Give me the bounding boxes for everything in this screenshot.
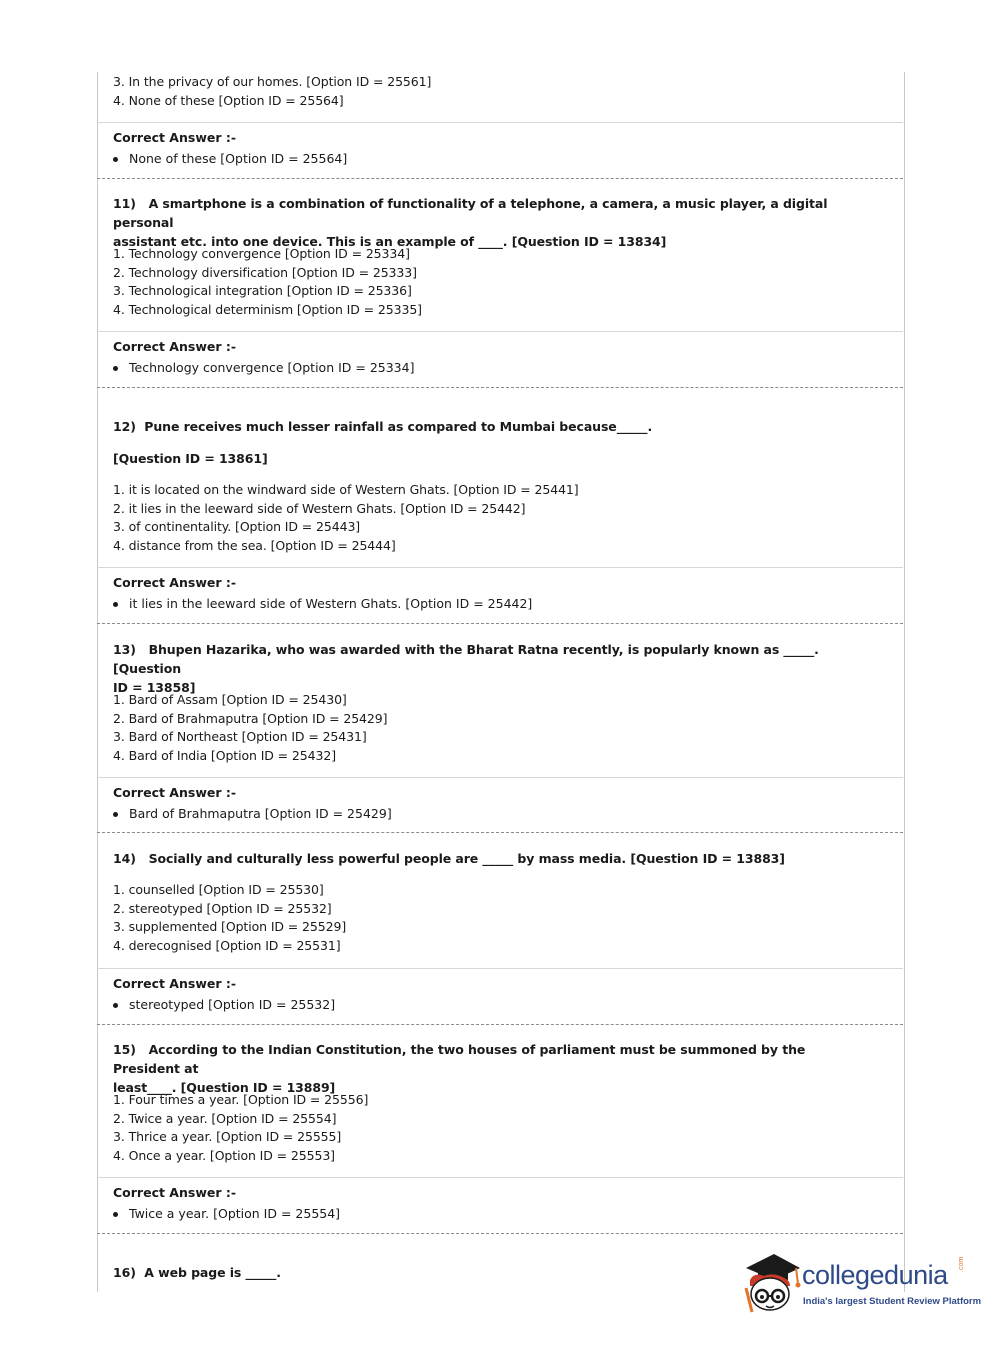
question-text: 14) Socially and culturally less powerful people are _____ by mass media. [Question ID = 13883] (113, 851, 785, 866)
option-line: 2. it lies in the leeward side of Western Ghats. [Option ID = 25442] (113, 500, 526, 516)
question-12 (97, 417, 903, 468)
logo-tagline: India's largest Student Review Platform (803, 1296, 982, 1307)
question-text: 12) Pune receives much lesser rainfall as compared to Mumbai because_____. (113, 419, 653, 434)
section-divider (97, 1177, 903, 1178)
correct-answer-heading: Correct Answer :- (113, 575, 237, 590)
question-divider (97, 623, 903, 624)
section-divider (97, 567, 903, 568)
question-divider (97, 178, 903, 179)
question-divider (97, 832, 903, 833)
question-text: assistant etc. into one device. This is an example of ____. [Question ID = 13834] (113, 234, 667, 249)
option-line: 3. Technological integration [Option ID = 25336] (113, 283, 412, 298)
question-14-options (97, 881, 903, 955)
bullet-icon (113, 1212, 118, 1217)
question-11 (97, 194, 903, 251)
question-12-answer (97, 574, 903, 613)
section-divider (97, 777, 903, 778)
option-line: 4. derecognised [Option ID = 25531] (113, 937, 341, 953)
correct-answer-item: stereotyped [Option ID = 25532] (113, 996, 873, 1014)
q10-options (97, 73, 903, 110)
correct-answer-heading: Correct Answer :- (113, 339, 237, 354)
question-text: ID = 13858] (113, 680, 196, 695)
question-15-options (97, 1091, 903, 1165)
question-divider (97, 1024, 903, 1025)
bullet-icon (113, 812, 118, 817)
correct-answer-heading: Correct Answer :- (113, 1185, 237, 1200)
option-line: 1. it is located on the windward side of Western Ghats. [Option ID = 25441] (113, 482, 579, 497)
bullet-icon (113, 157, 118, 162)
section-divider (97, 968, 903, 969)
option-line: 2. stereotyped [Option ID = 25532] (113, 900, 332, 916)
question-12-options (97, 481, 903, 555)
student-mascot-icon (740, 1250, 802, 1320)
option-line: 3. In the privacy of our homes. [Option ID = 25561] (113, 74, 432, 89)
section-divider (97, 122, 903, 123)
section-divider (97, 331, 903, 332)
question-text: 13) Bhupen Hazarika, who was awarded with the Bharat Ratna recently, is popularly known as _____. [Question (113, 642, 819, 676)
option-line: 3. Bard of Northeast [Option ID = 25431] (113, 729, 367, 744)
correct-answer-heading: Correct Answer :- (113, 785, 237, 800)
question-11-options (97, 245, 903, 319)
question-15-answer (97, 1184, 903, 1223)
option-line: 2. Bard of Brahmaputra [Option ID = 25429] (113, 710, 388, 726)
correct-answer-item: Twice a year. [Option ID = 25554] (113, 1205, 873, 1223)
option-line: 4. None of these [Option ID = 25564] (113, 92, 344, 108)
question-15 (97, 1040, 903, 1097)
question-11-answer (97, 338, 903, 377)
question-text: 11) A smartphone is a combination of functionality of a telephone, a camera, a music player, a digital personal (113, 196, 828, 230)
option-line: 1. counselled [Option ID = 25530] (113, 882, 324, 897)
option-line: 2. Technology diversification [Option ID = 25333] (113, 264, 417, 280)
collegedunia-logo (740, 1250, 982, 1320)
bullet-icon (113, 366, 118, 371)
option-line: 3. supplemented [Option ID = 25529] (113, 919, 347, 934)
question-13 (97, 640, 903, 697)
question-13-options (97, 691, 903, 765)
logo-wordmark: collegedunia (802, 1260, 948, 1290)
correct-answer-item: Bard of Brahmaputra [Option ID = 25429] (113, 805, 873, 823)
question-text: least____. [Question ID = 13889] (113, 1080, 336, 1095)
bullet-icon (113, 1003, 118, 1008)
bullet-icon (113, 602, 118, 607)
option-line: 4. Once a year. [Option ID = 25553] (113, 1147, 335, 1163)
question-text: [Question ID = 13861] (113, 451, 268, 466)
question-divider (97, 387, 903, 388)
option-line: 3. of continentality. [Option ID = 25443] (113, 519, 361, 534)
q10-answer (97, 129, 903, 168)
option-line: 1. Four times a year. [Option ID = 25556] (113, 1092, 369, 1107)
option-line: 4. distance from the sea. [Option ID = 25444] (113, 537, 396, 553)
correct-answer-heading: Correct Answer :- (113, 976, 237, 991)
question-text: 16) A web page is _____. (113, 1265, 281, 1280)
option-line: 1. Technology convergence [Option ID = 25334] (113, 246, 410, 261)
option-line: 3. Thrice a year. [Option ID = 25555] (113, 1129, 342, 1144)
option-line: 4. Technological determinism [Option ID = 25335] (113, 301, 422, 317)
option-line: 2. Twice a year. [Option ID = 25554] (113, 1110, 337, 1126)
correct-answer-item: it lies in the leeward side of Western Ghats. [Option ID = 25442] (113, 595, 873, 613)
question-text: 15) According to the Indian Constitution, the two houses of parliament must be summoned by the President at (113, 1042, 806, 1076)
question-14-answer (97, 975, 903, 1014)
question-13-answer (97, 784, 903, 823)
option-line: 4. Bard of India [Option ID = 25432] (113, 747, 336, 763)
question-divider (97, 1233, 903, 1234)
correct-answer-item: Technology convergence [Option ID = 25334] (113, 359, 873, 377)
question-14 (97, 849, 903, 868)
option-line: 1. Bard of Assam [Option ID = 25430] (113, 692, 347, 707)
correct-answer-heading: Correct Answer :- (113, 130, 237, 145)
logo-domain-suffix: .com (958, 1256, 965, 1272)
correct-answer-item: None of these [Option ID = 25564] (113, 150, 873, 168)
